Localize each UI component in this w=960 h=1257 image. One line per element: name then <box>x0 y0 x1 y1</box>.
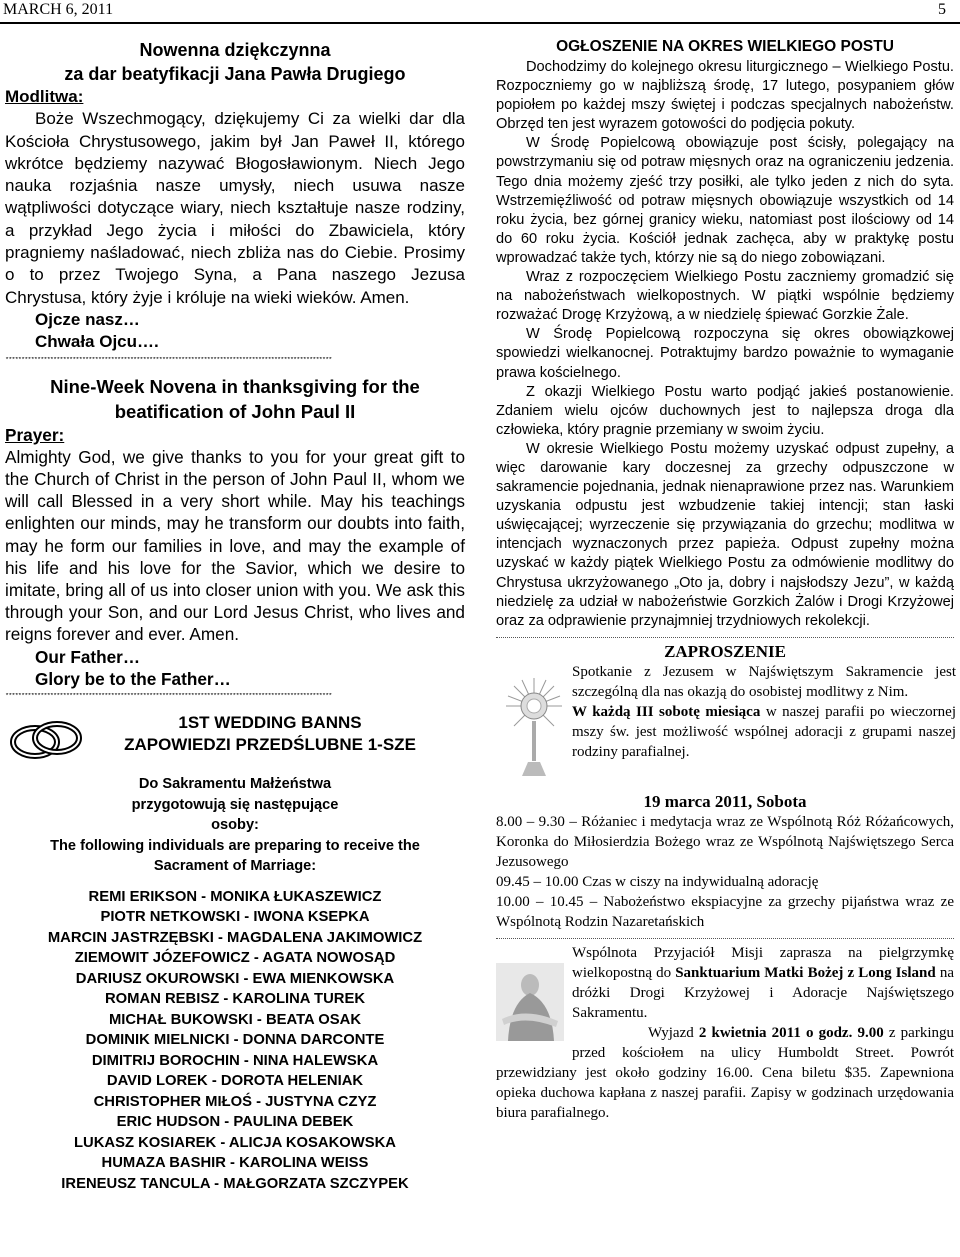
invitation <box>496 641 957 932</box>
departure-date: 2 kwietnia 2011 o godz. 9.00 <box>698 1024 884 1041</box>
lent-paragraph: W Środę Popielcową rozpoczyna się okres obowiązkowej spowiedzi wielkanocnej. Potraktujmy bardzo poważnie to wymaganie prawa kościelnego. <box>496 326 954 381</box>
right-column <box>496 38 957 1123</box>
lent-announcement <box>496 38 954 631</box>
departure-label: Wyjazd <box>648 1024 699 1041</box>
invitation-body <box>496 662 957 792</box>
banns-title-en: 1ST WEDDING BANNS <box>178 713 362 732</box>
lent-title: OGŁOSZENIE NA OKRES WIELKIEGO POSTU <box>556 38 894 55</box>
prayer-label-en: Prayer: <box>5 424 65 445</box>
monstrance-image <box>504 676 564 781</box>
couple-entry: ROMAN REBISZ - KAROLINA TUREK <box>104 991 366 1007</box>
adoration-date: 19 marca 2011, Sobota <box>643 791 807 811</box>
separator-stars: ****************************************************************************************************** <box>5 356 332 365</box>
sanctuary-name: Sanktuarium Matki Bożej z Long Island <box>675 964 936 981</box>
couple-entry: PIOTR NETKOWSKI - IWONA KSEPKA <box>100 909 370 925</box>
prayer-label-pl: Modlitwa: <box>5 87 84 106</box>
divider <box>496 637 954 638</box>
issue-date: MARCH 6, 2011 <box>3 1 114 18</box>
novena-polish <box>5 38 465 354</box>
adoration-schedule <box>496 812 954 932</box>
pieta-image <box>496 963 564 1041</box>
couple-entry: MARCIN JASTRZĘBSKI - MAGDALENA JAKIMOWICZ <box>47 929 423 946</box>
couple-entry: MICHAŁ BUKOWSKI - BEATA OSAK <box>108 1011 362 1028</box>
divider-2 <box>496 938 954 939</box>
invitation-p1: Spotkanie z Jezusem w Najświętszym Sakramencie jest szczególną dla nas okazją do osobistej modlitwy z Nim. <box>572 663 956 700</box>
couple-entry: ZIEMOWIT JÓZEFOWICZ - AGATA NOWOSĄD <box>74 950 396 966</box>
wedding-banns <box>5 710 465 1194</box>
banns-header <box>5 710 465 768</box>
couple-entry: DAVID LOREK - DOROTA HELENIAK <box>106 1073 364 1089</box>
couple-entry: CHRISTOPHER MIŁOŚ - JUSTYNA CZYZ <box>93 1093 377 1110</box>
couples-list <box>5 887 465 1195</box>
novena-english <box>5 374 465 690</box>
banns-sub-pl: Do Sakramentu Małżeństwa przygotowują się następujące osoby: <box>131 776 339 833</box>
invitation-text <box>572 662 956 762</box>
prayer-text-en: Almighty God, we give thanks to you for your great gift to the Church of Christ in the person of John Paul II, whom we will call Blessed in a very short while. May his teachings enlighten our minds, may he transform our doubts into faith, may he form our families in love, and may the example of his life and his love for the Savior, which we desire to imitate, bring all of us into closer union with you. We ask this through your Son, and our Lord Jesus Christ, who lives and reigns forever and ever. Amen. <box>5 446 465 645</box>
couple-entry: DOMINIK MIELNICKI - DONNA DARCONTE <box>85 1032 385 1048</box>
couple-entry: DIMITRIJ BOROCHIN - NINA HALEWSKA <box>91 1052 379 1069</box>
couple-entry: LUKASZ KOSIAREK - ALICJA KOSAKOWSKA <box>74 1134 396 1151</box>
banns-title-pl: ZAPOWIEDZI PRZEDŚLUBNE 1-SZE <box>124 735 416 754</box>
lent-paragraph: Z okazji Wielkiego Postu warto podjąć jakieś postanowienie. Zdaniem wielu ojców duchownych jest to najlepsza droga dla człowieka, który pragnie przemiany w swoim życiu. <box>496 383 954 438</box>
couple-entry: ERIC HUDSON - PAULINA DEBEK <box>116 1114 354 1130</box>
prayer-text-pl: Boże Wszechmogący, dziękujemy Ci za wielki dar dla Kościoła Chrystusowego, jakim był Jan Paweł II, którego wkrótce będziemy nazywać Błogosławionym. Niech Jego nauka rozjaśnia nasze umysły, niech usuwa nasze wątpliwości dotyczące wiary, niech kształtuje nasze rodziny, a przykład Jego życia i miłości do Zbawiciela, który pragniemy naśladować, niech zbliża nas do Ciebie. Prosimy o to przez Twojego Syna, a Pana naszego Jezusa Chrystusa, który żyje i króluje na wieki wieków. Amen. <box>5 109 465 307</box>
page-number: 5 <box>938 1 946 18</box>
pilgrimage-info: z parkingu przed kościołem na ulicy Humboldt Street. Powrót przewidziany jest około godziny 16.00. Cena biletu $35. Zapewniona opieka duchowa kapłana z naszej parafii. Zapisy w godzinach urzędowania biura parafialnego. <box>496 1024 954 1121</box>
invitation-title: ZAPROSZENIE <box>664 641 786 661</box>
prayer-line-glory-en: Glory be to the Father… <box>35 668 231 689</box>
banns-titles <box>75 712 465 756</box>
lent-paragraph: W Środę Popielcową obowiązuje post ścisły, polegający na powstrzymaniu się od potraw mięsnych oraz na ograniczeniu jedzenia. Tego dnia możemy zjeść trzy posiłki, ale tylko jeden z nich do syta. Wstrzemięźliwość od potraw mięsnych obowiązuje wszystkich od 14 roku życia, bez górnej granicy wieku, natomiast post ilościowy od 14 do 60 roku życia. Kościół jednak zachęca, aby w praktykę postu wprowadzać także tych, którzy nie są do niego zobowiązani. <box>496 135 954 266</box>
page-header <box>0 0 960 24</box>
lent-paragraph: W okresie Wielkiego Postu możemy uzyskać odpust zupełny, a więc darowanie kary doczesnej za grzechy odpuszczone w sakramencie pojednania, jednak nienaprawione przez nas. Warunkiem uzyskania odpustu jest wzbudzenie takiej intencji; stan łaski uświęcającej; wyrzeczenie się przywiązania do grzechu; modlitwa w intencjach wyznaczonych przez papieża. Odpust zupełny można uzyskać w każdy piątek Wielkiego Postu za odmówienie modlitwy do Chrystusa ukrzyżowanego „Oto ja, dobry i najsłodszy Jezu”, w każdą niedzielę za udział w nabożeństwie Gorzkich Żalów i Drogi Krzyżowej oraz za odprawienie przynajmniej trzydniowych rekolekcji. <box>496 440 954 629</box>
pilgrimage-text <box>496 943 954 1123</box>
pilgrimage <box>496 943 954 1123</box>
couple-entry: REMI ERIKSON - MONIKA ŁUKASZEWICZ <box>88 888 382 905</box>
banns-subtitle <box>5 774 465 877</box>
lent-paragraph: Wraz z rozpoczęciem Wielkiego Postu zaczniemy gromadzić się na nabożeństwach wielkopostnych. W piątki wspólnie będziemy rozważać Drogę Krzyżową, a w niedzielę śpiewać Gorzkie Żale. <box>496 269 954 324</box>
schedule-item: 09.45 – 10.00 Czas w ciszy na indywidualną adorację <box>496 873 819 890</box>
schedule-item: 10.00 – 10.45 – Nabożeństwo ekspiacyjne za grzechy pijaństwa wraz ze Wspólnotą Rodzin Nazaretańskich <box>496 893 954 930</box>
couple-entry: DARIUSZ OKUROWSKI - EWA MIENKOWSKA <box>75 970 395 987</box>
invitation-highlight: W każdą III sobotę miesiąca <box>572 703 761 720</box>
schedule-item: 8.00 – 9.30 – Różaniec i medytacja wraz ze Wspólnotą Róż Różańcowych, Koronka do Miłosierdzia Bożego wraz ze Wspólnotą Najświętszego Serca Jezusowego <box>496 813 954 870</box>
novena-pl-title-2: za dar beatyfikacji Jana Pawła Drugiego <box>64 64 406 84</box>
couple-entry: HUMAZA BASHIR - KAROLINA WEISS <box>101 1155 369 1171</box>
novena-en-title: Nine-Week Novena in thanksgiving for the beatification of John Paul II <box>50 375 420 422</box>
prayer-line-glory-pl: Chwała Ojcu…. <box>35 332 159 352</box>
separator-stars-2: ****************************************************************************************************** <box>5 693 332 701</box>
prayer-line-our-father-en: Our Father… <box>35 646 141 667</box>
lent-paragraph: Dochodzimy do kolejnego okresu liturgicznego – Wielkiego Postu. Rozpoczniemy go w najbliższą środę, 17 lutego, posypaniem głów popiołem po każdej mszy świętej i podczas specjalnych nabożeństw. Obrzęd ten jest wyrazem gotowości do podjęcia pokuty. <box>496 59 954 133</box>
prayer-line-our-father-pl: Ojcze nasz… <box>35 309 140 329</box>
novena-pl-title-1: Nowenna dziękczynna <box>139 40 331 60</box>
invitation-p2: w naszej parafii po wieczornej mszy św. jest możliwość wspólnej adoracji z grupami naszej rodziny parafialnej. <box>572 703 957 760</box>
pilgrimage-intro: Wspólnota Przyjaciół Misji zaprasza na pielgrzymkę wielkopostną do <box>572 944 954 981</box>
couple-entry: IRENEUSZ TANCULA - MAŁGORZATA SZCZYPEK <box>61 1175 409 1192</box>
left-column <box>5 38 465 1194</box>
pilgrimage-detail: na dróżki Drogi Krzyżowej i Adoracje Najświętszego Sakramentu. <box>572 964 954 1021</box>
banns-sub-en: The following individuals are preparing to receive the Sacrament of Marriage: <box>50 837 420 874</box>
